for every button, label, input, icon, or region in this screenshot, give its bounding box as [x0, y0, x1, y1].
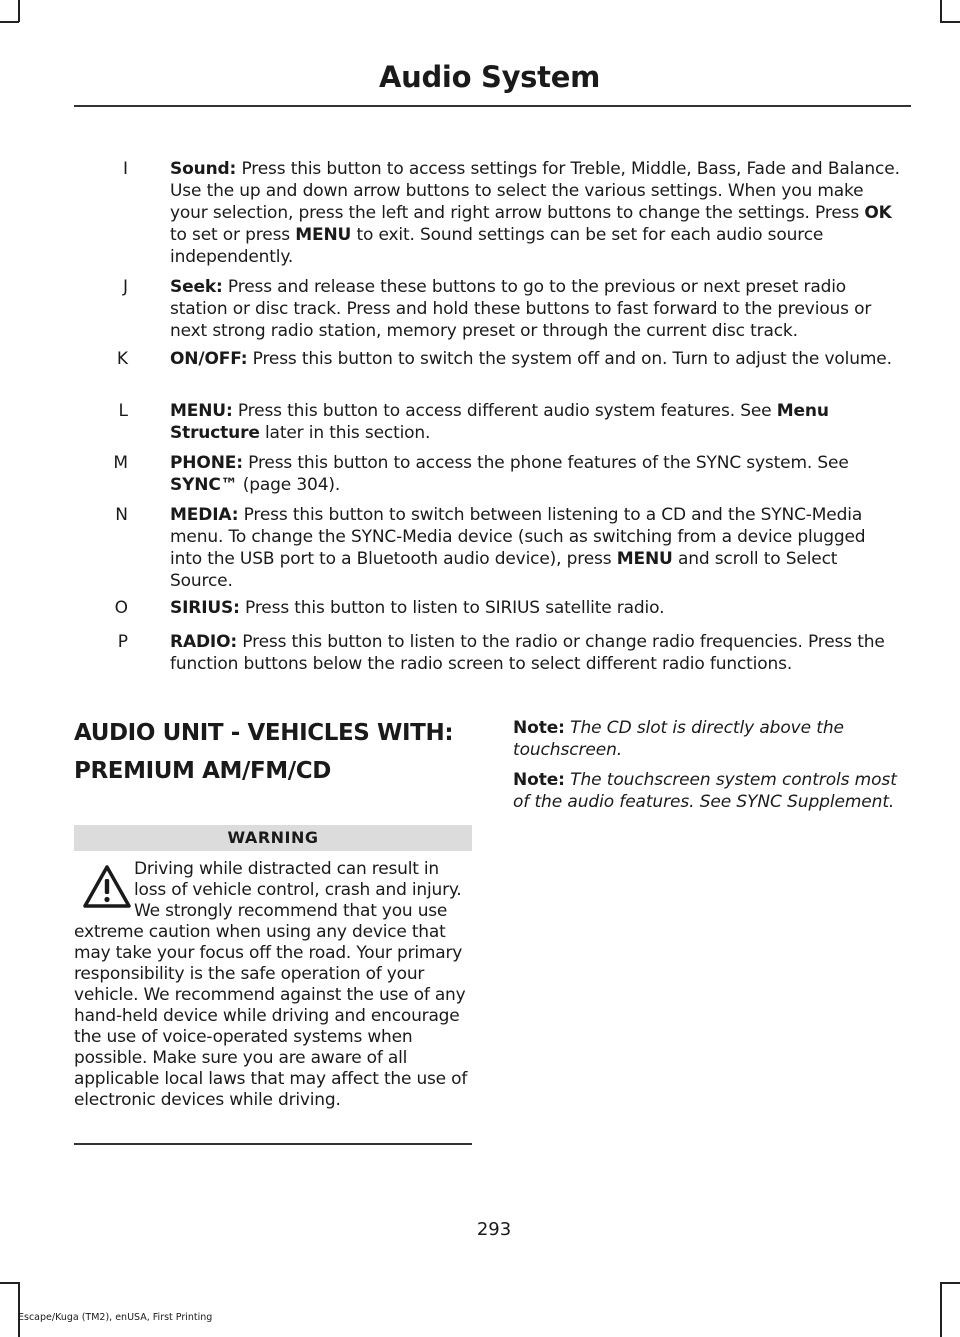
item-text: to set or press — [170, 225, 296, 245]
crop-mark — [940, 1282, 942, 1337]
item-description — [170, 348, 900, 370]
warning-heading: WARNING — [74, 825, 472, 851]
item-description — [170, 158, 900, 268]
item-label: MEDIA: — [170, 505, 239, 525]
item-text: Press this button to switch the system off and on. Turn to adjust the volume. — [247, 349, 892, 369]
note-1 — [513, 717, 898, 761]
item-key: K — [116, 349, 128, 369]
item-reference: Menu Structure — [170, 401, 829, 443]
page-title: Audio System — [378, 60, 600, 94]
item-description — [170, 504, 900, 592]
warning-text: Driving while distracted can result in loss of vehicle control, crash and injury. We strongly recommend that you use extreme caution when using any device that may take your focus off the road. Your primary responsibility is the safe operation of your vehicle. We recommend against the use of any hand-held device while driving and encourage the use of voice-operated systems when possible. Make sure you are aware of all applicable local laws that may affect the use of electronic devices while driving. — [74, 859, 468, 1110]
item-label: Sound: — [170, 159, 237, 179]
item-text: to exit. Sound settings can be set for each audio source independently. — [170, 225, 824, 267]
crop-mark — [18, 1282, 20, 1337]
item-reference: OK — [864, 203, 892, 223]
item-description — [170, 400, 900, 444]
item-label: SIRIUS: — [170, 598, 240, 618]
item-key: L — [118, 401, 128, 421]
item-label: PHONE: — [170, 453, 243, 473]
item-key: N — [115, 505, 128, 525]
item-key: M — [113, 453, 128, 473]
item-text: Press this button to access different audio system features. See — [232, 401, 777, 421]
page-number: 293 — [476, 1219, 512, 1240]
item-reference: MENU — [616, 549, 673, 569]
item-text: Press this button to listen to SIRIUS satellite radio. — [239, 598, 665, 618]
section-heading-line-1: AUDIO UNIT - VEHICLES WITH: — [74, 720, 454, 746]
item-text: Press this button to switch between listening to a CD and the SYNC-Media menu. To change the SYNC-Media device (such as switching from a device plugged into the USB port to a Bluetooth audio device), press — [170, 505, 866, 569]
note-text: The CD slot is directly above the touchscreen. — [513, 718, 844, 760]
crop-mark — [0, 21, 19, 23]
crop-mark — [940, 1282, 960, 1284]
header-divider — [74, 105, 911, 107]
item-text: later in this section. — [259, 423, 431, 443]
item-label: Seek: — [170, 277, 223, 297]
crop-mark — [940, 0, 942, 22]
item-description — [170, 276, 900, 342]
item-description — [170, 631, 900, 675]
item-reference: SYNC™ — [170, 475, 238, 495]
note-label: Note: — [513, 718, 565, 738]
item-text: Press this button to access settings for Treble, Middle, Bass, Fade and Balance. Use the up and down arrow buttons to select the various settings. When you make your selection, press the left and right arrow buttons to change the settings. Press — [170, 159, 900, 223]
note-2 — [513, 769, 898, 813]
item-description — [170, 597, 900, 619]
crop-mark — [940, 21, 960, 23]
footer-text: Escape/Kuga (TM2), enUSA, First Printing — [18, 1312, 213, 1323]
crop-mark — [18, 0, 20, 22]
note-text: The touchscreen system controls most of the audio features. See SYNC Supplement. — [513, 770, 897, 812]
crop-mark — [0, 1282, 19, 1284]
item-reference: MENU — [295, 225, 352, 245]
item-label: MENU: — [170, 401, 233, 421]
item-text: Press this button to access the phone features of the SYNC system. See — [242, 453, 849, 473]
item-text: Press this button to listen to the radio or change radio frequencies. Press the function buttons below the radio screen to select different radio functions. — [170, 632, 885, 674]
item-key: I — [122, 159, 128, 179]
item-key: O — [114, 598, 128, 618]
warning-body — [74, 859, 474, 1111]
section-heading — [74, 717, 494, 793]
item-label: ON/OFF: — [170, 349, 248, 369]
item-text: (page 304). — [237, 475, 341, 495]
item-key: P — [117, 632, 128, 652]
section-heading-line-2: PREMIUM AM/FM/CD — [74, 758, 331, 784]
warning-triangle-icon — [82, 864, 132, 909]
item-text: Press and release these buttons to go to the previous or next preset radio station or disc track. Press and hold these buttons to fast forward to the previous or next strong radio station, memory preset or through the current disc track. — [170, 277, 872, 341]
note-label: Note: — [513, 770, 565, 790]
item-key: J — [122, 277, 128, 297]
item-description — [170, 452, 900, 496]
warning-bottom-rule — [74, 1143, 472, 1145]
item-label: RADIO: — [170, 632, 238, 652]
item-text: and scroll to Select Source. — [170, 549, 838, 591]
